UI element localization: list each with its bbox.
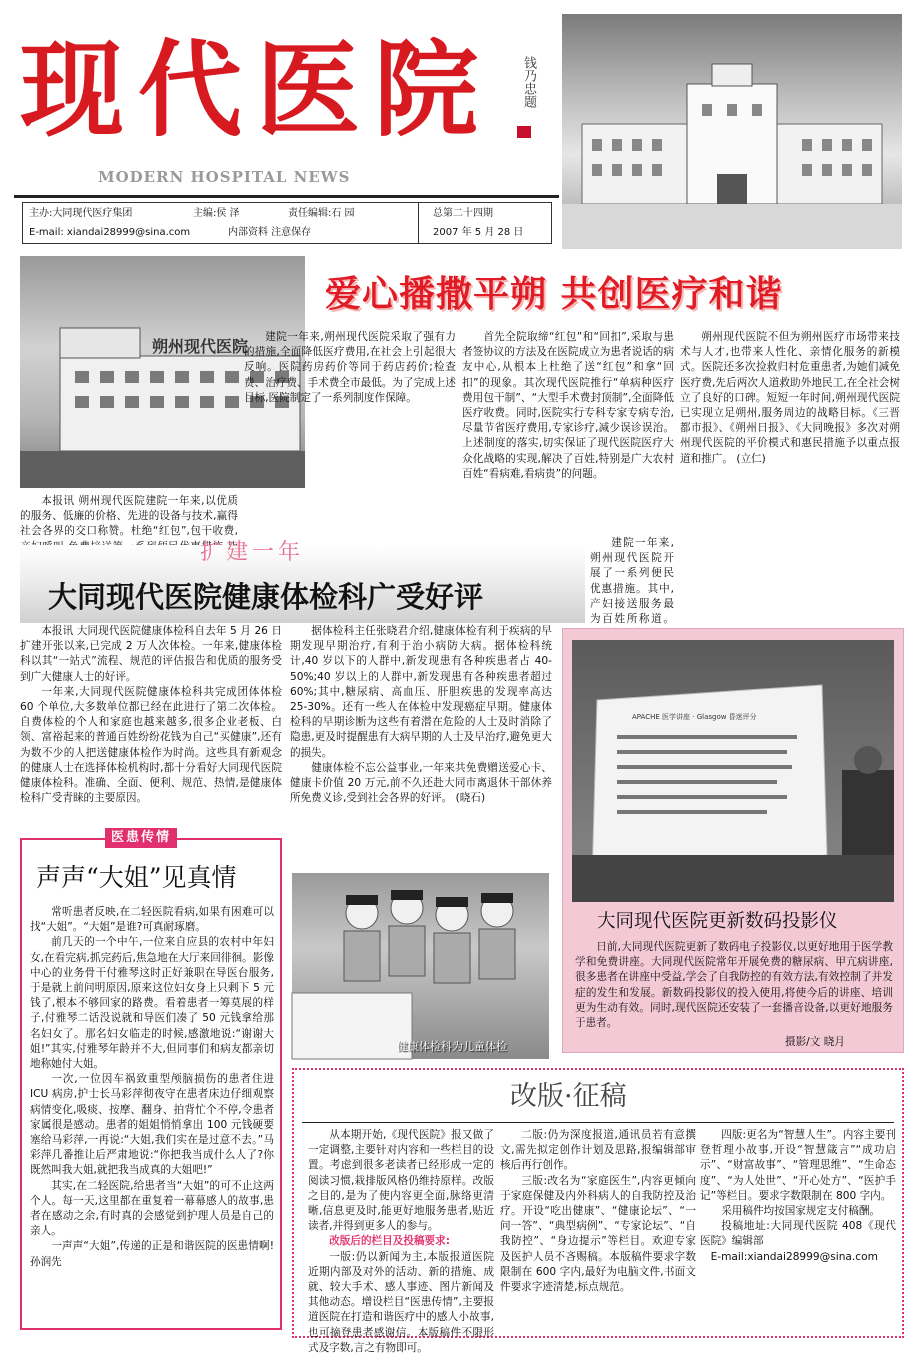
physical-headline: 大同现代医院健康体检科广受好评 [48, 580, 484, 614]
story-headline: 声声“大姐”见真情 [36, 863, 237, 892]
children-photo-caption: 健康体检科为儿童体检 [397, 1040, 507, 1053]
lead-col-3 [590, 536, 674, 641]
physical-col-1-text: 本报讯 大同现代医院健康体检科自去年 5 月 26 日扩建开张以来,已完成 2 万人次体检。一年来,健康体检科以其“一站式”流程、规范的评估报告和优质的服务受到广大健康人士的好评。 [20, 625, 282, 683]
lead-col-3-text: 建院一年来,朔州现代医院开展了一系列便民优惠措施。其中,产妇接送服务最为百姓所称道。 [590, 537, 674, 626]
story-tag: 医患传情 [105, 828, 177, 848]
physical-col-2b-text: 健康体检不忘公益事业,一年来共免费赠送爱心卡、健康卡价值 20 万元,前不久还赴大同市离退休干部休养所免费义诊,受到社会各界的好评。 (晓石) [290, 761, 552, 805]
lead-col-1b [244, 330, 456, 535]
red-seal [517, 126, 531, 138]
physical-col-1b-text: 一年来,大同现代医院健康体检科共完成团体体检 60 个单位,大多数单位都已经在此进行了第二次体检。自费体检的个人和家庭也越来越多,很多企业老板、白领、富裕起来的普通百姓纷纷花钱为自己“买健康”,还有为数不少的人把送健康体检作为时尚。这些具有新观念的健康人士在选择体检机构时,都十分看好大同现代医院健康体检科。准确、全面、便利、规范、热情,是健康体检科广受青睐的主要原因。 [20, 685, 282, 805]
sponsor: 主办:大同现代医疗集团 [29, 208, 133, 219]
projector-body-text: 日前,大同现代医院更新了数码电子投影仪,以更好地用于医学教学和免费讲座。大同现代医院常年开展免费的糖尿病、甲亢病讲座,很多患者在讲座中受益,学会了自我防控的有效方法,有效控制了并发症的发生和发展。新数码投影仪的投入使用,将使今后的讲座、培训更为生动有效。同时,现代医院还安装了一套播音设备,以更好地服务于患者。 [575, 941, 893, 1030]
physical-col-2-text: 据体检科主任张晓君介绍,健康体检有利于疾病的早期发现早期治疗,有利于治小病防大病。据体检科统计,40 岁以下的人群中,新发现患有各种疾患者占 40-50%;40 岁以上的人群中,新发现患有各种疾患者超过 60%;其中,糖尿病、高血压、肝胆疾患的发现率高达 25-30%。还有一些人在体检中发现癌症早期。健康体检科的早期诊断为这些有着潜在危险的人士及时消除了隐患,更及时提醒患有大病早期的人士及早治疗,避免更大的损失。 [290, 625, 552, 759]
call-col-1b-text: 一版:仍以新闻为主,本版报道医院近期内部及对外的活动、新的措施、成就、较大手术、感人事迹、图片新闻及其他动态。增设栏目“医患传情”,主要报道医院在打造和谐医疗中的感人小故事,也可摘登患者感谢信。本版稿件不限形式及字数,言之有物即可。 [308, 1250, 494, 1354]
projector-byline: 摄影/文 晓月 [785, 1036, 845, 1048]
call-col-1-text: 从本期开始,《现代医院》报又做了一定调整,主要针对内容和一些栏目的设置。考虑到很多老读者已经形成一定的阅读习惯,栽排版风格仍维持原样。改版之目的,是为了使内容更全面,脉络更清晰,信息更及时,能更好地服务患者,贴近读者,并得到更多人的参与。 [308, 1129, 494, 1233]
call-col-3b-text: 采用稿件均按国家规定支付稿酬。 [721, 1205, 881, 1218]
responsible-editor: 责任编辑:石 园 [288, 208, 355, 219]
call-col-3-text: 四版:更名为“智慧人生”。内容主要刊登哲理小故事,开设“智慧箴言”“成功启示”、“财富故事”、“管理思维”、“生命态度”、“为人处世”、“开心处方”、“医护手记”等栏目。要求字数限制在 800 字内。 [700, 1129, 896, 1202]
physical-col-2 [290, 624, 552, 852]
story-paragraph-3: 一次,一位因车祸致重型颅脑损伤的患者住进 ICU 病房,护士长马彩萍彻夜守在患者床边仔细观察病情变化,吸痰、按摩、翻身、拍背忙个不停,令患者家属很是感动。患者的姐姐悄悄拿出 100 元钱硬要塞给马彩萍,一再说:“大姐,我们实在是过意不去。”马彩萍几番推让后严肃地说:“你把我当成什么人了?你既然叫我大姐,就把我当成真的大姐吧!” [30, 1073, 274, 1177]
call-col-3 [700, 1128, 896, 1333]
children-checkup-photo [292, 873, 549, 1059]
story-paragraph-1: 常听患者反映,在二轻医院看病,如果有困难可以找“大姐”。“大姐”是谁?可真耐琢磨。 [30, 906, 274, 934]
lead-headline: 爱心播撒平朔 共创医疗和谐 [325, 274, 783, 315]
call-headline: 改版·征稿 [510, 1081, 627, 1112]
lead-col-4 [680, 330, 900, 630]
hospital-building-photo [562, 14, 902, 249]
lead-col-1b-text: 建院一年来,朔州现代医院采取了强有力的措施,全面降低医疗费用,在社会上引起很大反响。医院药房药价等同于药店药价;检查费、治疗费、手术费全市最低。为了完成上述目标,医院制定了一系列制度作保障。 [244, 331, 456, 404]
calligraphy-inscription: 钱乃忠题 [521, 56, 536, 108]
internal-note: 内部资料 注意保存 [228, 227, 312, 238]
story-paragraph-5: 一声声“大姐”,传递的正是和谐医院的医患情啊! 孙润先 [30, 1240, 274, 1268]
masthead-info-box [22, 202, 552, 244]
lead-col-2-text: 首先全院取缔“红包”和“回扣”,采取与患者签协议的方法及在医院成立为患者说话的病友中心,从根本上杜绝了送“红包”和拿“回扣”的现象。其次现代医院推行“单病种医疗费用包干制”、“大型手术费封顶制”,全面降低医疗收费。同时,医院实行专科专家专病专治,尽量节省医疗费用,专家诊疗,减少误诊误治。上述制度的落实,切实保证了现代医院医疗大众化战略的实现,解决了百姓,特别是广大农村百姓“看病难,看病贵”的问题。 [462, 331, 674, 480]
call-col-2b-text: 三版:改名为“家庭医生”,内容更倾向于家庭保健及内外科病人的自我防控及治疗。开设“吃出健康”、“健康论坛”、“一问一答”、“典型病例”、“专家论坛”、“自我防控”、“身边提示”等栏目。欢迎专家及医护人员不吝赐稿。本版稿件要求字数限制在 600 字内,最好为电脑文件,书面文件要求字迹清楚,标点规范。 [500, 1174, 696, 1294]
call-rule [302, 1122, 894, 1123]
projector-illustration [572, 640, 894, 902]
physical-col-1 [20, 624, 282, 824]
story-body [30, 905, 274, 1325]
projector-photo [572, 640, 894, 902]
issue-number: 总第二十四期 [433, 208, 493, 219]
masthead-subtitle: MODERN HOSPITAL NEWS [98, 168, 351, 186]
projector-screen-text: APACHE 医学讲座 · Glasgow 昏迷评分 [632, 713, 757, 721]
call-col-2-text: 二版:仍为深度报道,通讯员若有意撰文,需先拟定创作计划及思路,报编辑部审核后再行创作。 [500, 1129, 696, 1172]
call-col-1-subhead: 改版后的栏目及投稿要求: [329, 1235, 450, 1248]
info-divider [418, 203, 419, 243]
editor-in-chief: 主编:侯 泽 [193, 208, 240, 219]
call-col-1 [308, 1128, 494, 1354]
masthead-rule [14, 195, 559, 198]
story-paragraph-2: 前几天的一个中午,一位来自应县的农村中年妇女,在看完病,抓完药后,焦急地在大厅来回徘徊。影像中心的业务骨干付雅琴这时正好兼职在导医台服务,于是就上前问明原因,原来这位妇女身上只剩下 5 元钱了,根本不够回家的路费。看着患者一筹莫展的样子,付雅琴二话没说就和导医们凑了 50 元钱拿给那名妇女了。那名妇女临走的时候,感激地说:“谢谢大姐!”其实,付雅琴年龄并不大,但同事们和病友都亲切地称她付大姐。 [30, 936, 274, 1071]
lead-col-1 [20, 494, 238, 536]
call-email: E-mail:xiandai28999@sina.com [710, 1250, 878, 1263]
physical-kicker: 扩建一年 [200, 540, 305, 565]
masthead-title: 现代医院 [20, 28, 493, 151]
lead-col-2 [462, 330, 674, 535]
building-illustration [562, 14, 902, 249]
projector-body [575, 940, 893, 1030]
story-paragraph-4: 其实,在二轻医院,给患者当“大姐”的可不止这两个人。每一天,这里都在重复着一幕幕感人的故事,患者在感动之余,有时真的会感觉到护理人员是自己的亲人。 [30, 1179, 274, 1238]
issue-date: 2007 年 5 月 28 日 [433, 227, 524, 238]
email: E-mail: xiandai28999@sina.com [29, 227, 191, 238]
call-col-2 [500, 1128, 696, 1333]
children-illustration [292, 873, 549, 1059]
lead-col-1-text: 本报讯 朔州现代医院建院一年来,以优质的服务、低廉的价格、先进的设备与技术,赢得社会各界的交口称赞。杜绝“红包”,包干收费, [20, 495, 238, 538]
projector-headline: 大同现代医院更新数码投影仪 [597, 911, 838, 932]
building-sign: 朔州现代医院 [152, 337, 249, 356]
call-address: 投稿地址:大同现代医院 408《现代医院》编辑部 [700, 1220, 896, 1248]
masthead [14, 12, 559, 247]
lead-col-4-text: 朔州现代医院不但为朔州医疗市场带来技术与人才,也带来人性化、亲情化服务的新模式。医院还多次捡救归村危重患者,为她们减免医疗费,先后两次人道救助外地民工,在全社会树立了良好的口碑。短短一年时间,朔州现代医院已实现立足朔州,服务周边的战略目标。《三晋都市报》、《朔州日报》、《大同晚报》多次对朔州现代医院的平价模式和惠民措施予以重点报道和推广。 (立仁) [680, 331, 900, 465]
